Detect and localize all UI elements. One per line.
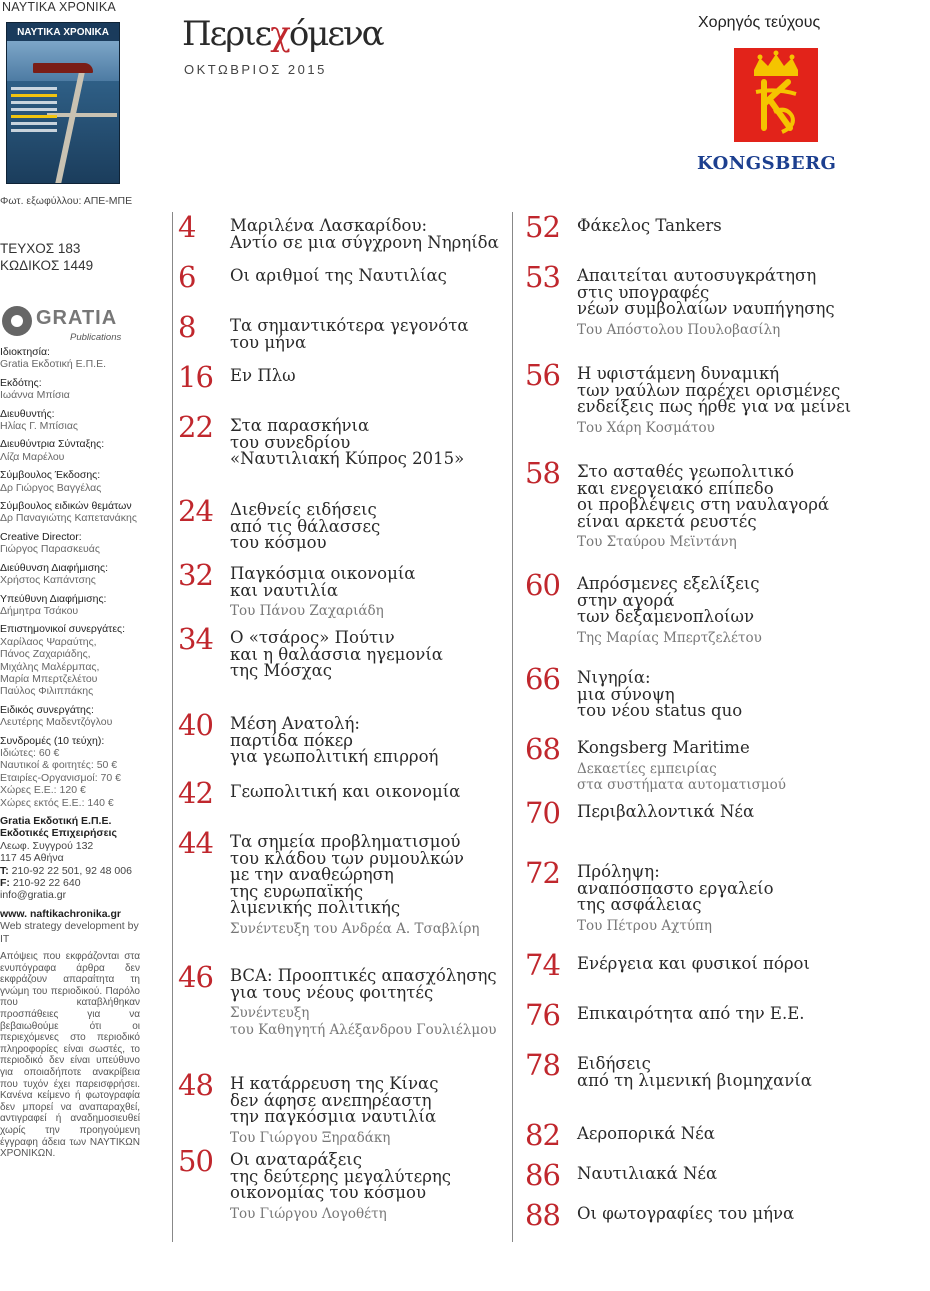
toc-title: [230, 784, 460, 801]
toc-title-line: του συνεδρίου: [230, 432, 351, 452]
toc-title-line: Τα σημεία προβληματισμού: [230, 832, 461, 851]
toc-title-line: στην αγορά: [577, 590, 675, 610]
toc-page-number: 88: [525, 1198, 560, 1232]
toc-page-number: 24: [178, 494, 213, 528]
contact-fax-line: [0, 877, 140, 889]
toc-title-line: Νιγηρία:: [577, 668, 651, 687]
kongsberg-crown-icon: [734, 48, 818, 142]
title-part-1: Περιε: [182, 14, 271, 54]
toc-page-number: 42: [178, 776, 213, 810]
toc-title-line: Στο ασταθές γεωπολιτικό: [577, 462, 795, 481]
credit-value: Gratia Εκδοτική Ε.Π.Ε.: [0, 358, 106, 371]
toc-author: Του Χάρη Κοσμάτου: [577, 419, 715, 436]
toc-title-line: με την αναθεώρηση: [230, 865, 394, 884]
toc-page-number: 34: [178, 622, 213, 656]
toc-page-number: 40: [178, 708, 213, 742]
issue-month: ΟΚΤΩΒΡΙΟΣ 2015: [184, 62, 327, 77]
cover-title: ΝΑΥΤΙΚΑ ΧΡΟΝΙΚΑ: [17, 27, 109, 38]
toc-page-number: 4: [178, 210, 196, 244]
credit-value: Χαρίλαος Ψαραύτης, Πάνος Ζαχαριάδης, Μιχάλης Μαλέρμπας, Μαρία Μπερτζελέτου Παύλος Φιλιππάκης: [0, 635, 100, 698]
toc-title: [230, 630, 443, 680]
toc-title-line: Ειδήσεις: [577, 1054, 651, 1073]
toc-title-line: Τα σημαντικότερα γεγονότα: [230, 316, 469, 335]
toc-title-line: νέων συμβολαίων ναυπήγησης: [577, 299, 835, 318]
toc-page-number: 72: [525, 856, 560, 890]
toc-title: [577, 1006, 804, 1023]
toc-page-number: 78: [525, 1048, 560, 1082]
toc-title-line: της ευρωπαϊκής: [230, 881, 364, 901]
toc-title-line: και η θαλάσσια ηγεμονία: [230, 644, 443, 664]
toc-title-line: των ναύλων παρέχει ορισμένες: [577, 380, 841, 400]
toc-title: [230, 834, 480, 937]
toc-title: [230, 502, 380, 552]
toc-title-line: των δεξαμενοπλοίων: [577, 607, 754, 626]
credit-entry: [0, 704, 140, 729]
toc-title: [577, 576, 762, 646]
issue-number: ΤΕΥΧΟΣ 183: [0, 241, 81, 256]
toc-title-line: Διεθνείς ειδήσεις: [230, 500, 377, 519]
toc-title-line: του κόσμου: [230, 533, 327, 552]
toc-page-number: 32: [178, 558, 213, 592]
toc-author: Της Μαρίας Μπερτζελέτου: [577, 629, 762, 646]
toc-title: [577, 464, 829, 551]
credit-value: Ιωάννα Μπίσια: [0, 389, 70, 402]
toc-title-line: στις υπογραφές: [577, 282, 710, 302]
credit-role: Σύμβουλος Έκδοσης:: [0, 469, 101, 482]
toc-title-line: την παγκόσμια ναυτιλία: [230, 1107, 437, 1126]
toc-page-number: 86: [525, 1158, 560, 1192]
toc-title-line: Kongsberg Maritime: [577, 738, 750, 757]
credit-entry: [0, 623, 140, 697]
contact-phone-line: [0, 865, 140, 877]
magazine-name: ΝΑΥΤΙΚΑ ΧΡΟΝΙΚΑ: [2, 0, 116, 14]
credit-entry: [0, 562, 140, 587]
toc-title-line: Οι αναταράξεις: [230, 1150, 363, 1169]
contact-fax: 210-92 22 640: [12, 877, 81, 890]
toc-title-line: Στα παρασκήνια: [230, 416, 370, 435]
toc-author: Του Σταύρου Μεϊντάνη: [577, 534, 737, 550]
toc-title: [577, 268, 835, 338]
web-strategy: Web strategy development by IT: [0, 920, 139, 945]
toc-title-line: Γεωπολιτική και οικονομία: [230, 782, 461, 801]
toc-title: [577, 864, 774, 934]
toc-page-number: 76: [525, 998, 560, 1032]
toc-title-line: Αντίο σε μια σύγχρονη Νηρηίδα: [230, 232, 499, 252]
credit-role: Ειδικός συνεργάτης:: [0, 703, 94, 716]
toc-title-line: Ενέργεια και φυσικοί πόροι: [577, 954, 810, 973]
toc-title-line: Μαριλένα Λασκαρίδου:: [230, 216, 428, 235]
toc-title: [577, 1166, 717, 1183]
toc-title: [230, 368, 296, 385]
toc-author: Δεκαετίες εμπειρίας στα συστήματα αυτοματισμού: [577, 760, 786, 793]
cover-credit: Φωτ. εξωφύλλου: ΑΠΕ-ΜΠΕ: [0, 195, 133, 207]
toc-title-line: για τους νέους φοιτητές: [230, 982, 434, 1002]
sponsor-label: Χορηγός τεύχους: [698, 14, 821, 31]
credit-value: Δήμητρα Τσάκου: [0, 604, 79, 617]
toc-title-line: Η υφιστάμενη δυναμική: [577, 364, 780, 383]
credits-list: [0, 346, 140, 1160]
sponsor-name: KONGSBERG: [697, 153, 837, 174]
toc-title: [230, 418, 464, 468]
toc-title-line: δεν άφησε ανεπηρέαστη: [230, 1090, 432, 1110]
toc-title-line: του κλάδου των ρυμουλκών: [230, 848, 464, 868]
issue-code: ΚΩΔΙΚΟΣ 1449: [0, 258, 94, 273]
toc-page-number: 58: [525, 456, 560, 490]
toc-title: [577, 956, 810, 973]
credit-value: Λευτέρης Μαδεντζόγλου: [0, 716, 113, 729]
credit-entry: [0, 377, 140, 402]
gratia-logo-icon: [2, 306, 32, 336]
toc-page-number: 60: [525, 568, 560, 602]
toc-title-line: «Ναυτιλιακή Κύπρος 2015»: [230, 449, 465, 468]
toc-author: Συνέντευξη του Ανδρέα Α. Τσαβλίρη: [230, 920, 480, 937]
website-link[interactable]: www. naftikachronika.gr: [0, 907, 121, 920]
toc-title: [230, 566, 415, 620]
credit-role: Ιδιοκτησία:: [0, 346, 50, 358]
toc-author: Του Γιώργου Λογοθέτη: [230, 1205, 387, 1222]
toc-page-number: 82: [525, 1118, 560, 1152]
column-divider-left: [172, 212, 173, 1242]
toc-title-line: Η κατάρρευση της Κίνας: [230, 1074, 439, 1093]
credit-value: Γιώργος Παρασκευάς: [0, 543, 100, 556]
contact-address-2: 117 45 Αθήνα: [0, 852, 64, 865]
credit-role: Επιστημονικοί συνεργάτες:: [0, 623, 125, 636]
toc-title-line: οικονομίας του κόσμου: [230, 1183, 426, 1202]
contact-division: Εκδοτικές Επιχειρήσεις: [0, 827, 117, 840]
toc-title-line: οι προβλέψεις στη ναυλαγορά: [577, 495, 830, 514]
credit-role: Διευθύντρια Σύνταξης:: [0, 438, 105, 451]
toc-author: Του Γιώργου Ξηραδάκη: [230, 1129, 391, 1146]
toc-title-line: μια σύνοψη: [577, 684, 675, 704]
credit-entry: [0, 500, 140, 525]
toc-title: [230, 1152, 451, 1222]
toc-title: [577, 366, 851, 436]
toc-title-line: παρτίδα πόκερ: [230, 730, 353, 750]
toc-title-line: της Μόσχας: [230, 661, 332, 680]
toc-page-number: 74: [525, 948, 560, 982]
credit-entry: [0, 346, 140, 371]
credit-value: Ιδιώτες: 60 € Ναυτικοί & φοιτητές: 50 € Εταιρίες-Οργανισμοί: 70 € Χώρες Ε.Ε.: 120 € Χώρες εκτός Ε.Ε.: 140 €: [0, 746, 121, 809]
toc-author: Του Πέτρου Αχτύπη: [577, 917, 712, 934]
toc-title: [230, 968, 497, 1038]
toc-title-line: αναπόσπαστο εργαλείο: [577, 878, 774, 898]
toc-title-line: Μέση Ανατολή:: [230, 714, 360, 733]
toc-title-line: Περιβαλλοντικά Νέα: [577, 802, 755, 821]
credit-entry: [0, 408, 140, 433]
toc-author: Συνέντευξη του Καθηγητή Αλέξανδρου Γουλιέλμου: [230, 1005, 497, 1038]
toc-title: [577, 1056, 812, 1089]
contact-phone: 210-92 22 501, 92 48 006: [11, 864, 132, 877]
credit-value: Ηλίας Γ. Μπίσιας: [0, 420, 78, 433]
credit-entry: [0, 531, 140, 556]
toc-author: Του Απόστολου Πουλοβασίλη: [577, 321, 781, 338]
toc-title-line: Παγκόσμια οικονομία: [230, 564, 416, 583]
web-block: [0, 908, 140, 945]
column-divider-middle: [512, 212, 513, 1242]
toc-title-line: του μήνα: [230, 332, 307, 352]
toc-title-line: του νέου status quo: [577, 701, 743, 720]
issue-info: [0, 240, 93, 274]
toc-title-line: Απρόσμενες εξελίξεις: [577, 574, 760, 593]
contact-email[interactable]: info@gratia.gr: [0, 889, 67, 902]
credit-value: Λίζα Μαρέλου: [0, 450, 65, 463]
phone-label: T:: [0, 864, 9, 877]
credit-entry: [0, 438, 140, 463]
toc-title-line: λιμενικής πολιτικής: [230, 898, 401, 917]
credit-value: Χρήστος Καπάντσης: [0, 574, 96, 587]
toc-title-line: Ναυτιλιακά Νέα: [577, 1164, 718, 1183]
credit-role: Υπεύθυνη Διαφήμισης:: [0, 592, 107, 605]
gratia-logo: [0, 304, 130, 344]
toc-title-line: από τη λιμενική βιομηχανία: [577, 1070, 812, 1090]
toc-page-number: 44: [178, 826, 213, 860]
toc-title-line: Απαιτείται αυτοσυγκράτηση: [577, 266, 817, 285]
toc-title-line: και ενεργειακό επίπεδο: [577, 478, 774, 498]
gratia-logo-sub: Publications: [70, 332, 122, 343]
toc-title: [230, 318, 469, 351]
credit-role: Creative Director:: [0, 530, 82, 543]
toc-title-line: από τις θάλασσες: [230, 516, 381, 536]
cover-thumbnail[interactable]: [6, 22, 120, 184]
toc-page-number: 52: [525, 210, 560, 244]
toc-title-line: ενδείξεις πως ήρθε για να μείνει: [577, 397, 852, 416]
gratia-logo-name: GRATIA: [36, 307, 118, 329]
toc-page-number: 50: [178, 1144, 213, 1178]
credit-role: Διευθυντής:: [0, 407, 55, 420]
toc-title-line: Οι φωτογραφίες του μήνα: [577, 1204, 795, 1223]
toc-title-line: για γεωπολιτική επιρροή: [230, 747, 439, 766]
toc-page-number: 46: [178, 960, 213, 994]
toc-title: [577, 740, 786, 794]
title-part-2: όμενα: [288, 14, 383, 54]
toc-title: [230, 1076, 438, 1146]
page-title: [182, 14, 383, 54]
toc-title-line: της δεύτερης μεγαλύτερης: [230, 1166, 452, 1186]
credit-value: Δρ Παναγιώτης Καπετανάκης: [0, 512, 137, 525]
toc-page-number: 66: [525, 662, 560, 696]
toc-title-line: Εν Πλω: [230, 366, 296, 385]
masthead-sidebar: [0, 0, 140, 1291]
toc-title-line: είναι αρκετά ρευστές: [577, 511, 757, 531]
toc-page-number: 6: [178, 260, 196, 294]
toc-title: [230, 218, 499, 251]
toc-title: [577, 218, 722, 235]
credit-role: Διεύθυνση Διαφήμισης:: [0, 561, 109, 574]
toc-page-number: 53: [525, 260, 560, 294]
toc-title-line: Αεροπορικά Νέα: [577, 1124, 715, 1143]
toc-title-line: BCA: Προοπτικές απασχόλησης: [230, 966, 497, 985]
toc-title-line: Οι αριθμοί της Ναυτιλίας: [230, 266, 447, 285]
contact-block: [0, 815, 140, 902]
credit-entry: [0, 735, 140, 809]
toc-title-line: και ναυτιλία: [230, 580, 339, 600]
toc-page-number: 68: [525, 732, 560, 766]
credit-role: Συνδρομές (10 τεύχη):: [0, 734, 105, 747]
toc-page-number: 70: [525, 796, 560, 830]
toc-title: [577, 1126, 715, 1143]
toc-title-line: της ασφάλειας: [577, 895, 702, 914]
credit-entry: [0, 469, 140, 494]
contact-company: Gratia Εκδοτική Ε.Π.Ε.: [0, 815, 112, 827]
toc-title: [577, 670, 742, 720]
toc-title-line: Φάκελος Tankers: [577, 216, 722, 235]
toc-title-line: Ο «τσάρος» Πούτιν: [230, 628, 395, 647]
toc-title: [230, 716, 438, 766]
disclaimer: Απόψεις που εκφράζονται στα ενυπόγραφα άρθρα δεν εκφράζουν απαραίτητα τη γνώμη του περιοδικού. Παρόλο που καταβλήθηκαν προσπάθειες για να βεβαιωθούμε ότι οι περιεχόμενες στο περιοδικό πληροφορίες είναι σωστές, το περιοδικό δεν είναι υπεύθυνο για οποιαδήποτε ανακρίβεια που τυχόν έχει παρεισφρήσει. Κανένα κείμενο ή φωτογραφία δεν μπορεί να αναπαραχθεί, αντιγραφεί ή αναδημοσιευθεί χωρίς την προηγούμενη έγγραφη άδεια των ΝΑΥΤΙΚΩΝ ΧΡΟΝΙΚΩΝ.: [0, 951, 140, 1160]
toc-page-number: 16: [178, 360, 213, 394]
fax-label: F:: [0, 877, 10, 890]
toc-page-number: 8: [178, 310, 196, 344]
toc-author: Του Πάνου Ζαχαριάδη: [230, 603, 384, 619]
toc-page-number: 22: [178, 410, 213, 444]
credit-role: Σύμβουλος ειδικών θεμάτων: [0, 500, 132, 513]
toc-title: [577, 1206, 794, 1223]
credit-role: Εκδότης:: [0, 376, 42, 389]
toc-title: [230, 268, 447, 285]
credit-entry: [0, 593, 140, 618]
toc-page-number: 48: [178, 1068, 213, 1102]
toc-title-line: Πρόληψη:: [577, 862, 660, 881]
contact-address-1: Λεωφ. Συγγρού 132: [0, 839, 94, 852]
toc-title-line: Επικαιρότητα από την Ε.Ε.: [577, 1004, 805, 1023]
toc-title: [577, 804, 754, 821]
title-accent-letter: χ: [270, 14, 289, 54]
toc-page-number: 56: [525, 358, 560, 392]
credit-value: Δρ Γιώργος Βαγγέλας: [0, 481, 102, 494]
